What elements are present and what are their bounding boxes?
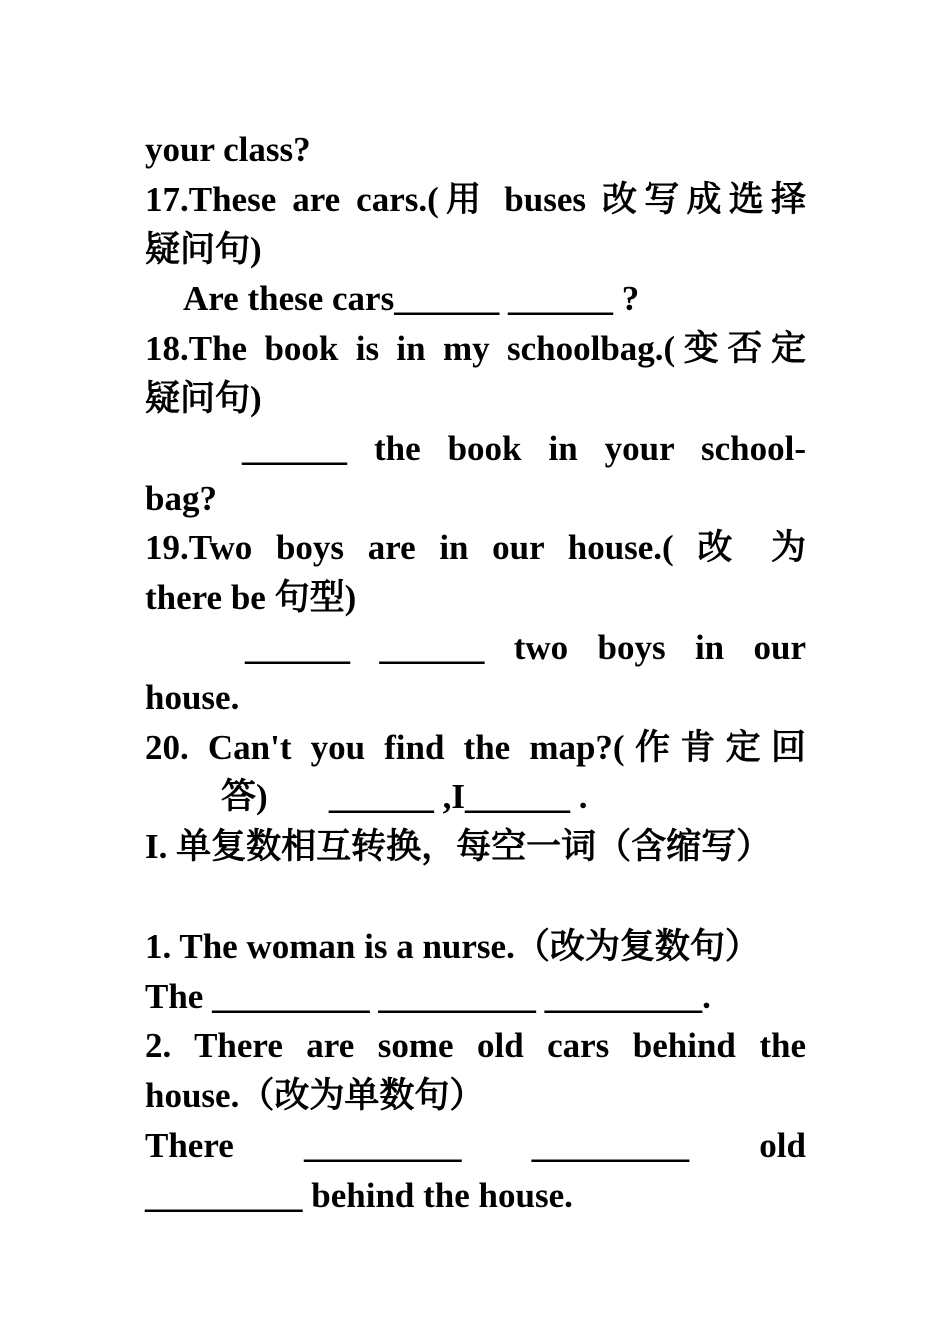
q19-prompt-cont: there be 句型) — [145, 578, 357, 618]
worksheet-page — [145, 125, 806, 1221]
q19-answer-cont: house. — [145, 677, 240, 717]
q18-answer-cont: bag? — [145, 478, 217, 518]
section-i-heading: I. 单复数相互转换，每空一词（含缩写） — [145, 827, 772, 867]
q19-answer-line: ______ ______ two boys in our — [245, 627, 806, 667]
blank-spacer — [145, 872, 806, 922]
q18-answer-line: ______ the book in your school- — [242, 428, 806, 468]
sec-i-q2-prompt: 2. There are some old cars behind the — [145, 1026, 806, 1066]
q19-prompt: 19.Two boys are in our house.( 改 为 — [145, 528, 806, 568]
sec-i-q2-answer: There _________ _________ old — [145, 1125, 806, 1165]
q20-prompt: 20. Can't you find the map?(作肯定回 — [145, 727, 806, 767]
sec-i-q2-answer-cont: _________ behind the house. — [145, 1175, 573, 1215]
sec-i-q1-prompt: 1. The woman is a nurse.（改为复数句） — [145, 926, 760, 966]
q17-answer-line: Are these cars______ ______ ? — [183, 279, 640, 319]
q17-prompt-cont: 疑问句) — [145, 229, 262, 269]
q17-prompt: 17.These are cars.(用 buses 改写成选择 — [145, 179, 806, 219]
line-your-class: your class? — [145, 130, 311, 169]
sec-i-q2-prompt-cont: house.（改为单数句） — [145, 1076, 485, 1116]
sec-i-q1-answer: The _________ _________ _________. — [145, 976, 711, 1016]
q18-prompt: 18.The book is in my schoolbag.(变否定 — [145, 329, 806, 369]
q20-answer-line: 答) ______ ,I______ . — [221, 777, 588, 817]
q18-prompt-cont: 疑问句) — [145, 378, 262, 418]
